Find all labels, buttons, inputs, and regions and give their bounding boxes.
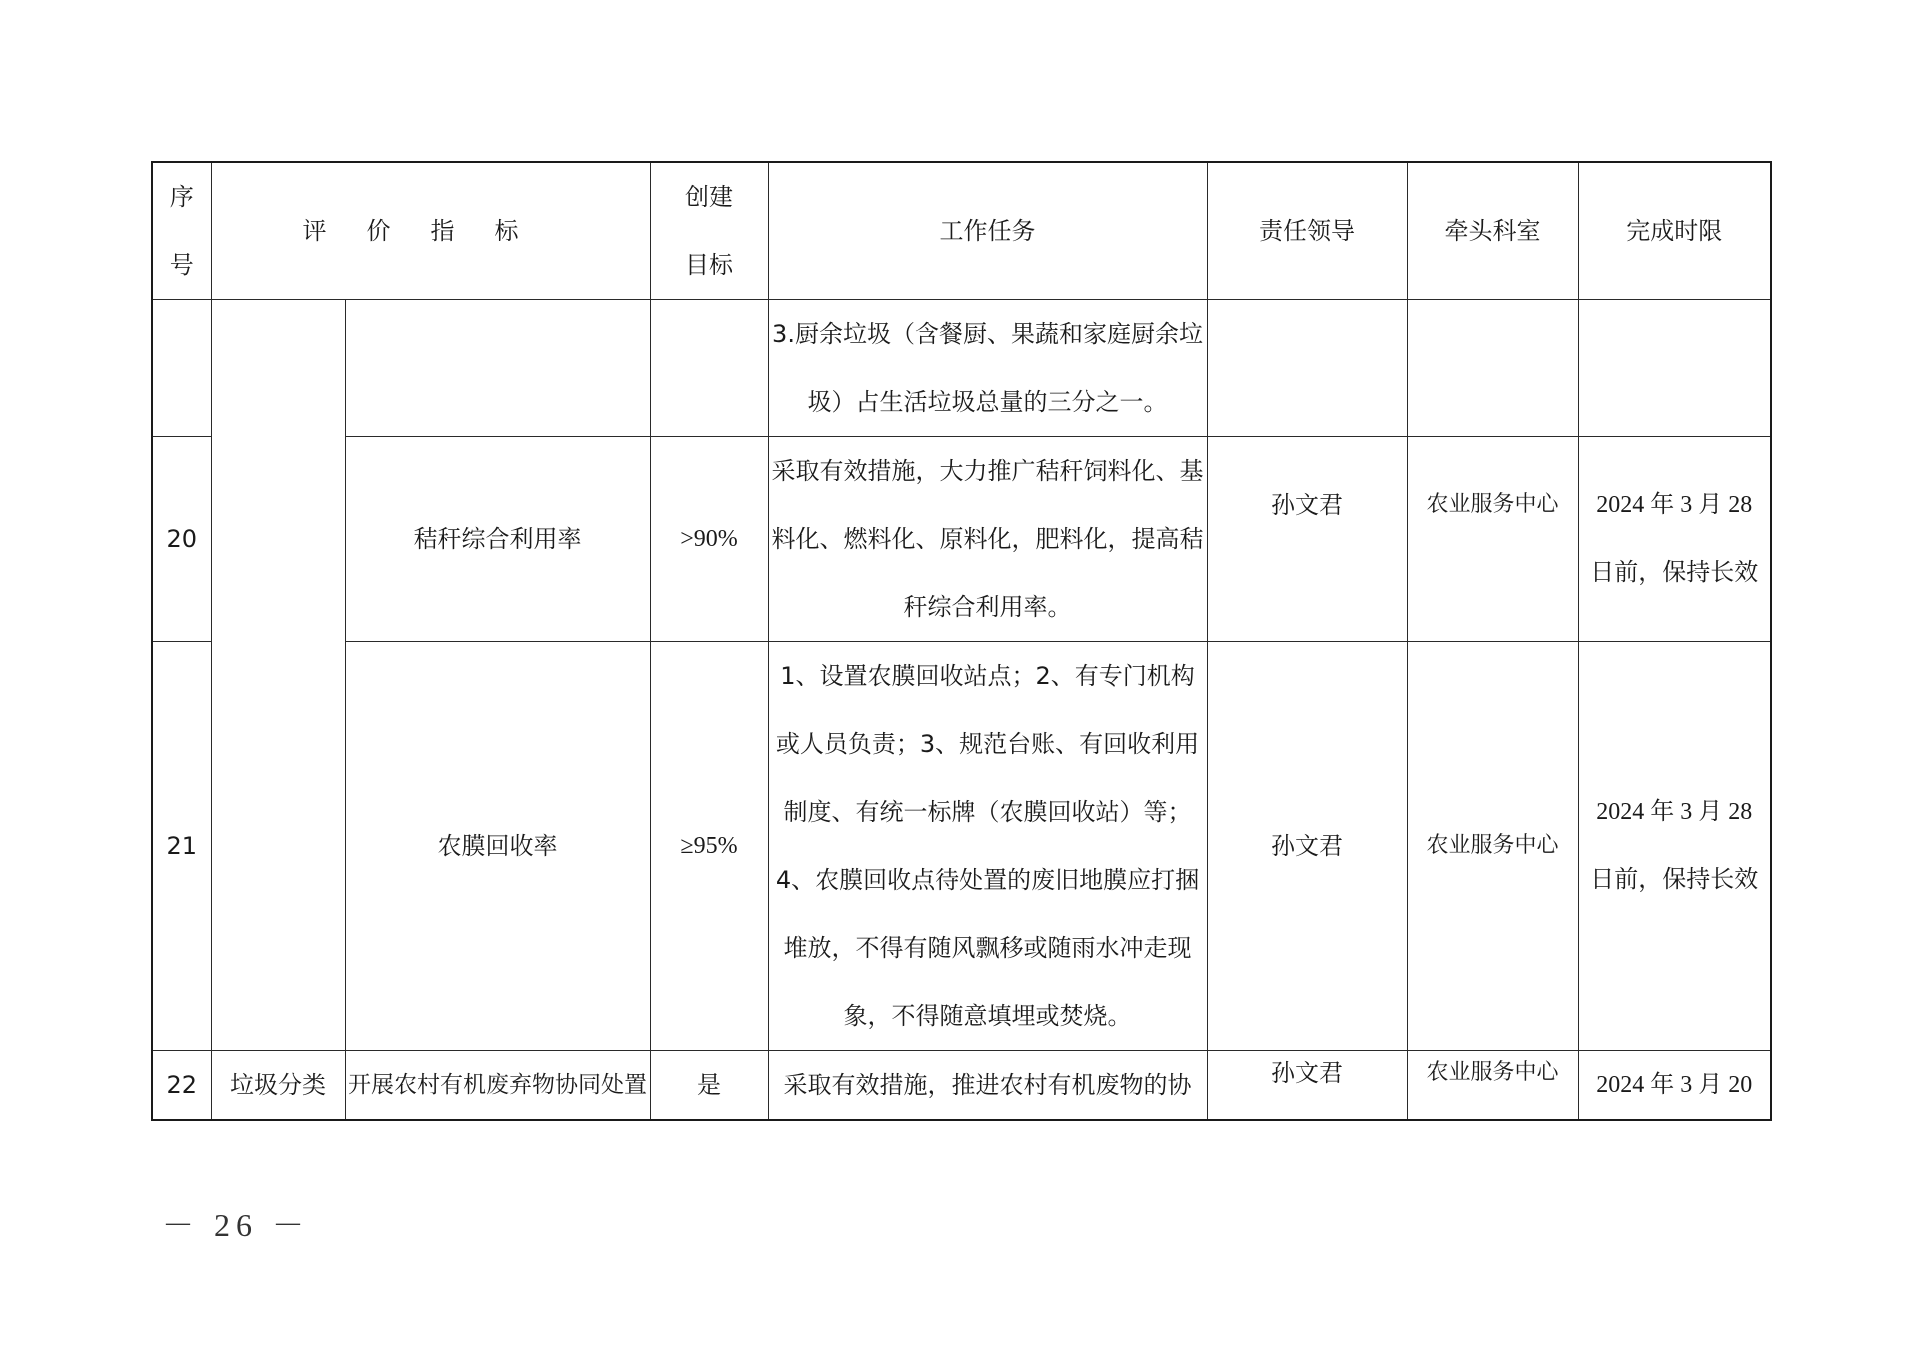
row-task: 采取有效措施，推进农村有机废物的协 — [768, 1051, 1207, 1121]
row-task: 1、设置农膜回收站点；2、有专门机构或人员负责；3、规范台账、有回收利用制度、有统一标牌（农膜回收站）等；4、农膜回收点待处置的废旧地膜应打捆堆放，不得有随风飘移或随雨水冲走现象，不得随意填埋或焚烧。 — [768, 642, 1207, 1051]
row-target — [650, 300, 768, 437]
row-category: 垃圾分类 — [211, 1051, 345, 1121]
table-row — [152, 437, 1771, 642]
header-row — [152, 162, 1771, 300]
row-indicator: 开展农村有机废弃物协同处置 — [345, 1051, 650, 1121]
table-row — [152, 642, 1771, 1051]
row-task: 采取有效措施，大力推广秸秆饲料化、基料化、燃料化、原料化，肥料化，提高秸秆综合利用率。 — [768, 437, 1207, 642]
row-leader: 孙文君 — [1207, 1051, 1407, 1121]
row-deadline: 2024 年 3 月 20 — [1578, 1051, 1771, 1121]
row-seq — [152, 300, 211, 437]
row-deadline: 2024 年 3 月 28 日前，保持长效 — [1578, 642, 1771, 1051]
row-seq: 21 — [152, 642, 211, 1051]
row-dept: 农业服务中心 — [1407, 1051, 1578, 1121]
row-dept: 农业服务中心 — [1407, 437, 1578, 642]
row-deadline: 2024 年 3 月 28 日前，保持长效 — [1578, 437, 1771, 642]
row-target: >90% — [650, 437, 768, 642]
row-leader: 孙文君 — [1207, 642, 1407, 1051]
table-row — [152, 300, 1771, 437]
row-indicator: 农膜回收率 — [345, 642, 650, 1051]
row-dept: 农业服务中心 — [1407, 642, 1578, 1051]
row-deadline — [1578, 300, 1771, 437]
row-leader: 孙文君 — [1207, 437, 1407, 642]
header-seq: 序号 — [152, 162, 211, 300]
row-leader — [1207, 300, 1407, 437]
header-task: 工作任务 — [768, 162, 1207, 300]
header-indicator: 评价指标 — [211, 162, 650, 300]
header-target: 创建目标 — [650, 162, 768, 300]
row-category — [211, 300, 345, 1051]
page-number: － 26 － — [162, 1207, 311, 1243]
header-deadline: 完成时限 — [1578, 162, 1771, 300]
row-target: 是 — [650, 1051, 768, 1121]
row-seq: 20 — [152, 437, 211, 642]
header-dept: 牵头科室 — [1407, 162, 1578, 300]
evaluation-table — [151, 161, 1772, 1121]
header-leader: 责任领导 — [1207, 162, 1407, 300]
table-row — [152, 1051, 1771, 1121]
row-seq: 22 — [152, 1051, 211, 1121]
row-indicator: 秸秆综合利用率 — [345, 437, 650, 642]
row-dept — [1407, 300, 1578, 437]
row-indicator — [345, 300, 650, 437]
row-target: ≥95% — [650, 642, 768, 1051]
row-task: 3.厨余垃圾（含餐厨、果蔬和家庭厨余垃圾）占生活垃圾总量的三分之一。 — [768, 300, 1207, 437]
